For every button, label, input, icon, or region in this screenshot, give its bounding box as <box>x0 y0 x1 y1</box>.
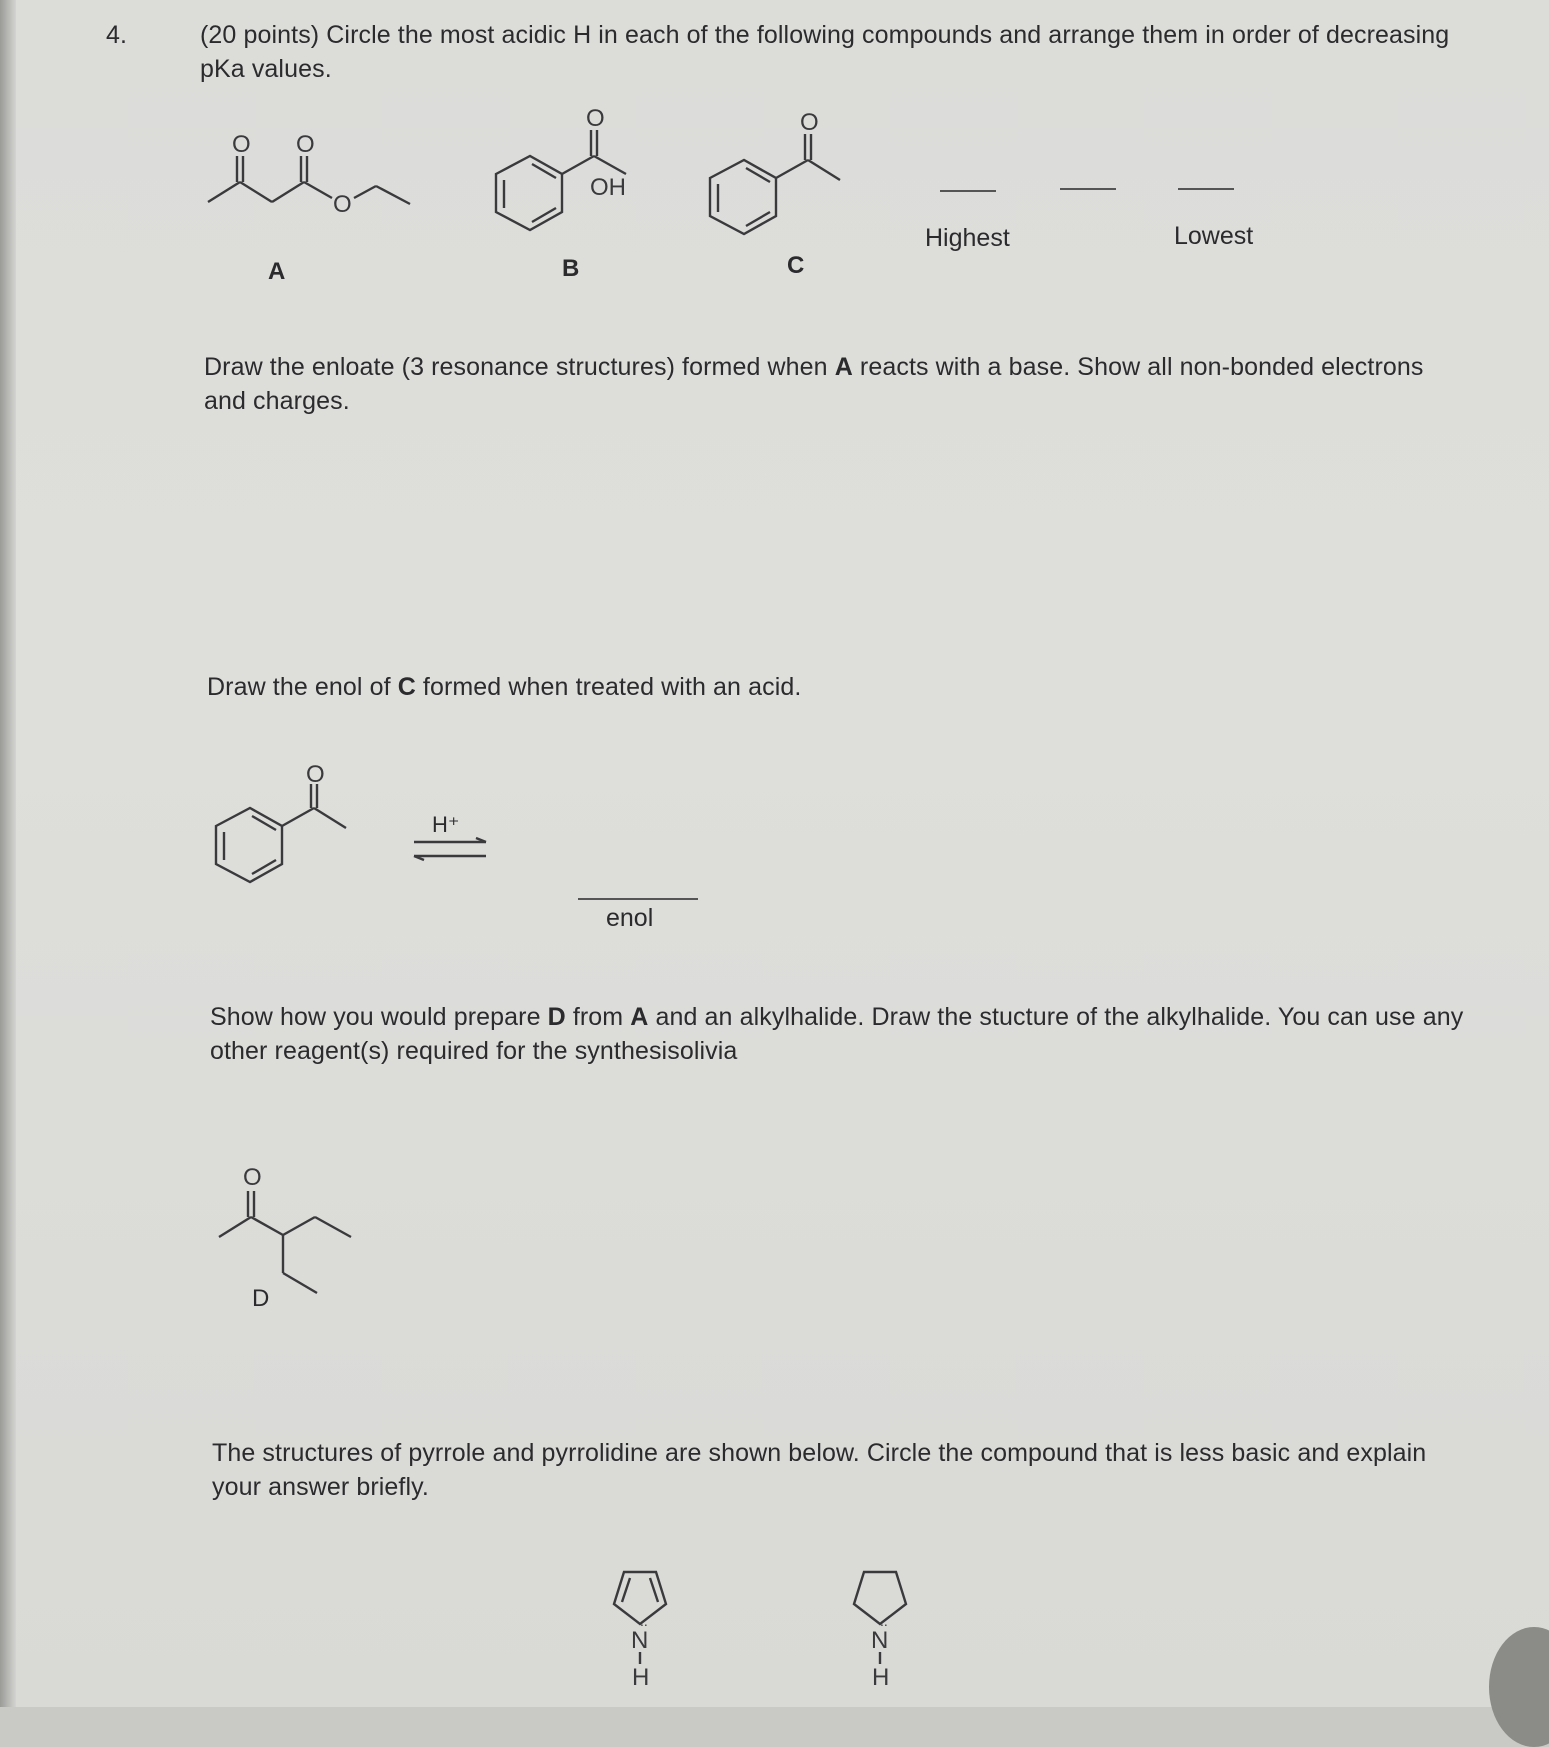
compound-d-label: D <box>252 1285 270 1312</box>
compound-a-label: A <box>268 258 286 285</box>
compound-b-oh: OH <box>590 174 626 201</box>
pyrrolidine-structure[interactable] <box>840 1560 920 1700</box>
compound-a-structure <box>200 130 430 220</box>
pyrrolidine-n: N <box>871 1627 889 1654</box>
compound-b-label: B <box>562 255 580 282</box>
pyrrole-n: N <box>631 1627 649 1654</box>
compound-a-o1: O <box>232 131 251 158</box>
compound-b-structure <box>462 105 642 252</box>
compound-d-structure <box>215 1165 365 1315</box>
question-number: 4. <box>106 21 128 49</box>
pyrrole-h: H <box>632 1664 650 1691</box>
enolate-question-line1: Draw the enloate (3 resonance structures) formed when A reacts with a base. Show all non-bonded electrons <box>204 353 1424 381</box>
ranking-blank-1[interactable] <box>940 190 996 192</box>
pyrrolidine-h: H <box>872 1664 890 1691</box>
question-intro-line2: pKa values. <box>200 55 332 83</box>
compound-c-label: C <box>787 252 805 279</box>
compound-c-structure <box>704 109 864 252</box>
ranking-blank-2[interactable] <box>1060 188 1116 190</box>
ranking-lowest-label: Lowest <box>1174 222 1254 250</box>
enolate-question-line2: and charges. <box>204 387 350 415</box>
ranking-highest-label: Highest <box>925 224 1010 252</box>
basicity-question-line1: The structures of pyrrole and pyrrolidine are shown below. Circle the compound that is less basic and explain <box>212 1439 1427 1467</box>
synthesis-question-line2: other reagent(s) required for the synthesisolivia <box>210 1037 738 1065</box>
equilibrium-arrows <box>410 838 490 862</box>
compound-c-o: O <box>800 109 819 136</box>
pyrrole-structure[interactable] <box>600 1560 680 1700</box>
enol-question: Draw the enol of C formed when treated with an acid. <box>207 673 802 701</box>
compound-b-o: O <box>586 105 605 132</box>
compound-a-o3: O <box>333 191 352 218</box>
basicity-question-line2: your answer briefly. <box>212 1473 429 1501</box>
enol-answer-blank[interactable] <box>578 898 698 900</box>
enol-reactant-o: O <box>306 761 325 788</box>
question-intro-line1: (20 points) Circle the most acidic H in each of the following compounds and arrange them in order of decreasing <box>200 21 1450 49</box>
compound-a-o2: O <box>296 131 315 158</box>
enol-reactant-structure <box>210 761 370 910</box>
svg-text:..: .. <box>880 1613 888 1629</box>
page-edge-shadow <box>0 0 16 1707</box>
compound-d-o: O <box>243 1164 262 1191</box>
acid-reagent-label: H⁺ <box>432 812 460 837</box>
synthesis-question-line1: Show how you would prepare D from A and an alkylhalide. Draw the stucture of the alkylhalide. You can use any <box>210 1003 1464 1031</box>
ranking-blank-3[interactable] <box>1178 188 1234 190</box>
svg-text:..: .. <box>640 1613 648 1629</box>
enol-product-label: enol <box>606 904 654 932</box>
